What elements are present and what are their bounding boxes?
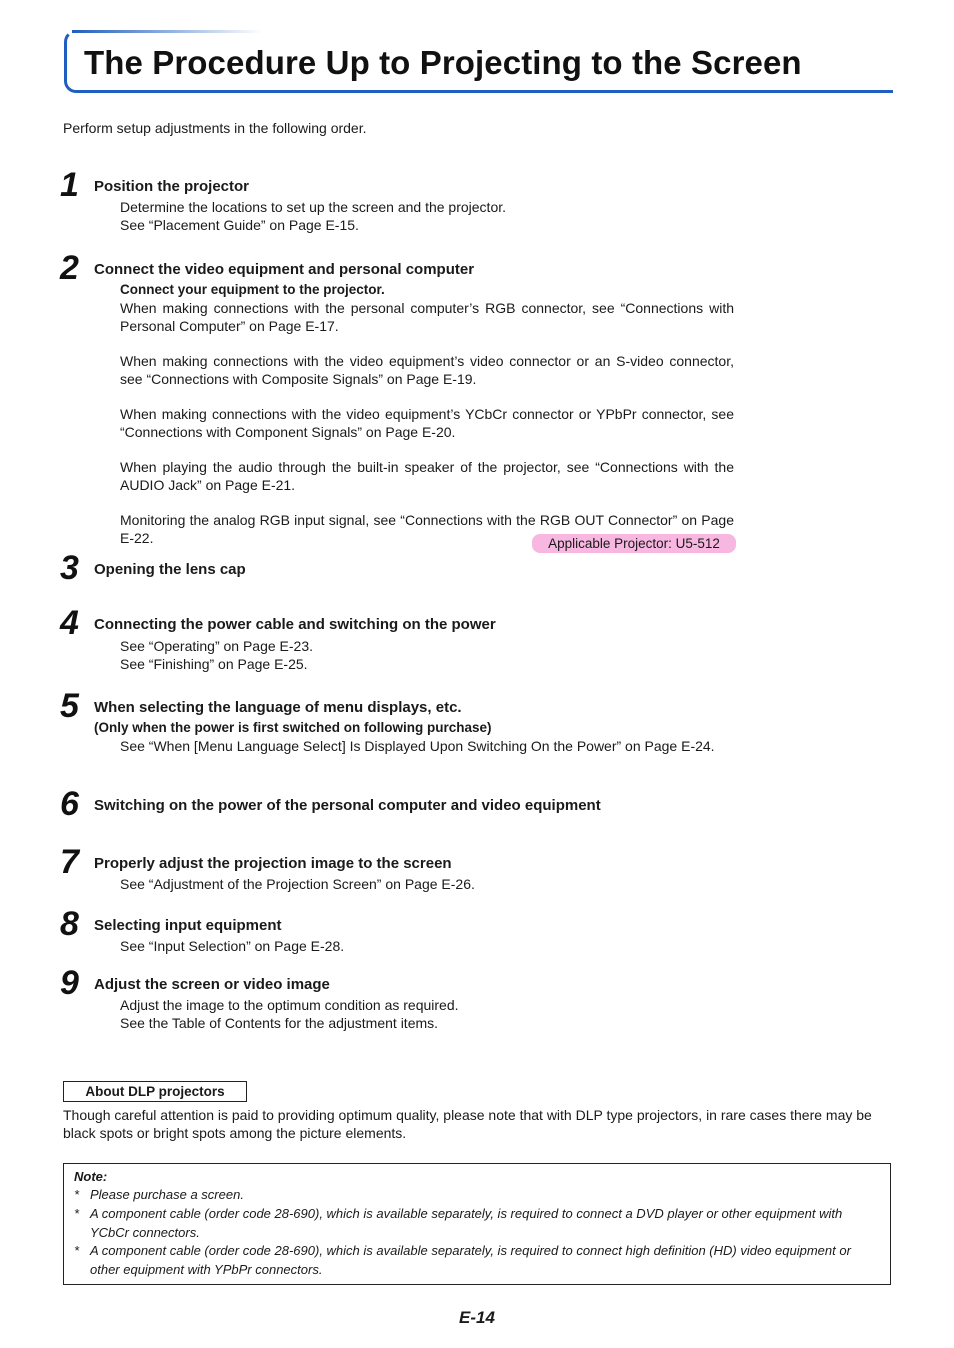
- applicable-projector-badge: Applicable Projector: U5-512: [532, 534, 736, 553]
- step-body: [120, 637, 734, 673]
- step-line: See “Input Selection” on Page E-28.: [120, 938, 345, 954]
- step-heading: Position the projector: [94, 178, 250, 195]
- step-heading: When selecting the language of menu displays, etc.: [94, 699, 462, 716]
- step-heading: Properly adjust the projection image to the screen: [94, 855, 452, 872]
- step-body: [120, 875, 734, 893]
- step-line: See “Operating” on Page E-23.: [120, 638, 314, 654]
- note-item-text: Please purchase a screen.: [90, 1187, 244, 1202]
- intro-text: Perform setup adjustments in the following order.: [63, 120, 367, 136]
- step-heading: Connecting the power cable and switching on the power: [94, 616, 496, 633]
- step-number: 4: [60, 604, 79, 642]
- title-accent-line: [72, 30, 262, 33]
- step-line: See “Placement Guide” on Page E-15.: [120, 217, 359, 233]
- step-paragraph: When making connections with the personal computer’s RGB connector, see “Connections with Personal Computer” on Page E-17.: [120, 300, 734, 334]
- step-line: See the Table of Contents for the adjustment items.: [120, 1015, 439, 1031]
- step-line: See “Finishing” on Page E-25.: [120, 656, 308, 672]
- step-heading: Adjust the screen or video image: [94, 976, 330, 993]
- step-heading: Selecting input equipment: [94, 917, 282, 934]
- step-number: 9: [60, 964, 79, 1002]
- page-number: E-14: [459, 1308, 495, 1327]
- step-subheading: (Only when the power is first switched on following purchase): [94, 720, 492, 735]
- note-item-text: A component cable (order code 28-690), which is available separately, is required to connect a DVD player or other equipment with YCbCr connectors.: [90, 1206, 843, 1240]
- note-item: * Please purchase a screen.: [74, 1186, 884, 1205]
- step-line: Adjust the image to the optimum condition as required.: [120, 997, 459, 1013]
- note-box: [63, 1163, 891, 1285]
- step-body: [120, 996, 734, 1032]
- step-body: [120, 198, 734, 234]
- about-dlp-text: Though careful attention is paid to providing optimum quality, please note that with DLP type projectors, in rare cases there may be black spots or bright spots among the picture elements.: [63, 1107, 872, 1141]
- step-number: 8: [60, 905, 79, 943]
- step-heading: Opening the lens cap: [94, 561, 246, 578]
- step-number: 6: [60, 785, 79, 823]
- step-number: 3: [60, 549, 79, 587]
- note-item: * A component cable (order code 28-690), which is available separately, is required to connect high definition (HD) video equipment or other equipment with YPbPr connectors.: [74, 1242, 884, 1279]
- step-heading: Connect the video equipment and personal computer: [94, 261, 475, 278]
- about-dlp-label: About DLP projectors: [63, 1081, 247, 1102]
- step-number: 2: [60, 249, 79, 287]
- step-body: [120, 937, 734, 955]
- step-body: [120, 737, 740, 755]
- step-number: 5: [60, 687, 79, 725]
- step-body: [120, 281, 734, 547]
- note-item: * A component cable (order code 28-690), which is available separately, is required to connect a DVD player or other equipment with YCbCr connectors.: [74, 1205, 884, 1242]
- step-number: 1: [60, 166, 79, 204]
- page-title: The Procedure Up to Projecting to the Screen: [84, 44, 802, 81]
- step-line: See “When [Menu Language Select] Is Displayed Upon Switching On the Power” on Page E-24.: [120, 738, 715, 754]
- note-title: Note:: [74, 1169, 108, 1184]
- step-paragraph: When playing the audio through the built-in speaker of the projector, see “Connections with the AUDIO Jack” on Page E-21.: [120, 459, 734, 493]
- step-heading: Switching on the power of the personal computer and video equipment: [94, 797, 601, 814]
- step-line: Determine the locations to set up the screen and the projector.: [120, 199, 507, 215]
- step-paragraph: When making connections with the video equipment’s video connector or an S-video connector, see “Connections with Composite Signals” on Page E-19.: [120, 353, 734, 387]
- step-paragraph: Monitoring the analog RGB input signal, see “Connections with the RGB OUT Connector” on Page E-22.: [120, 512, 734, 546]
- step-subheading: Connect your equipment to the projector.: [120, 282, 385, 297]
- step-paragraph: When making connections with the video equipment’s YCbCr connector or YPbPr connector, see “Connections with Component Signals” on Page E-20.: [120, 406, 734, 440]
- note-item-text: A component cable (order code 28-690), which is available separately, is required to connect high definition (HD) video equipment or other equipment with YPbPr connectors.: [90, 1243, 851, 1277]
- step-line: See “Adjustment of the Projection Screen” on Page E-26.: [120, 876, 475, 892]
- step-number: 7: [60, 843, 79, 881]
